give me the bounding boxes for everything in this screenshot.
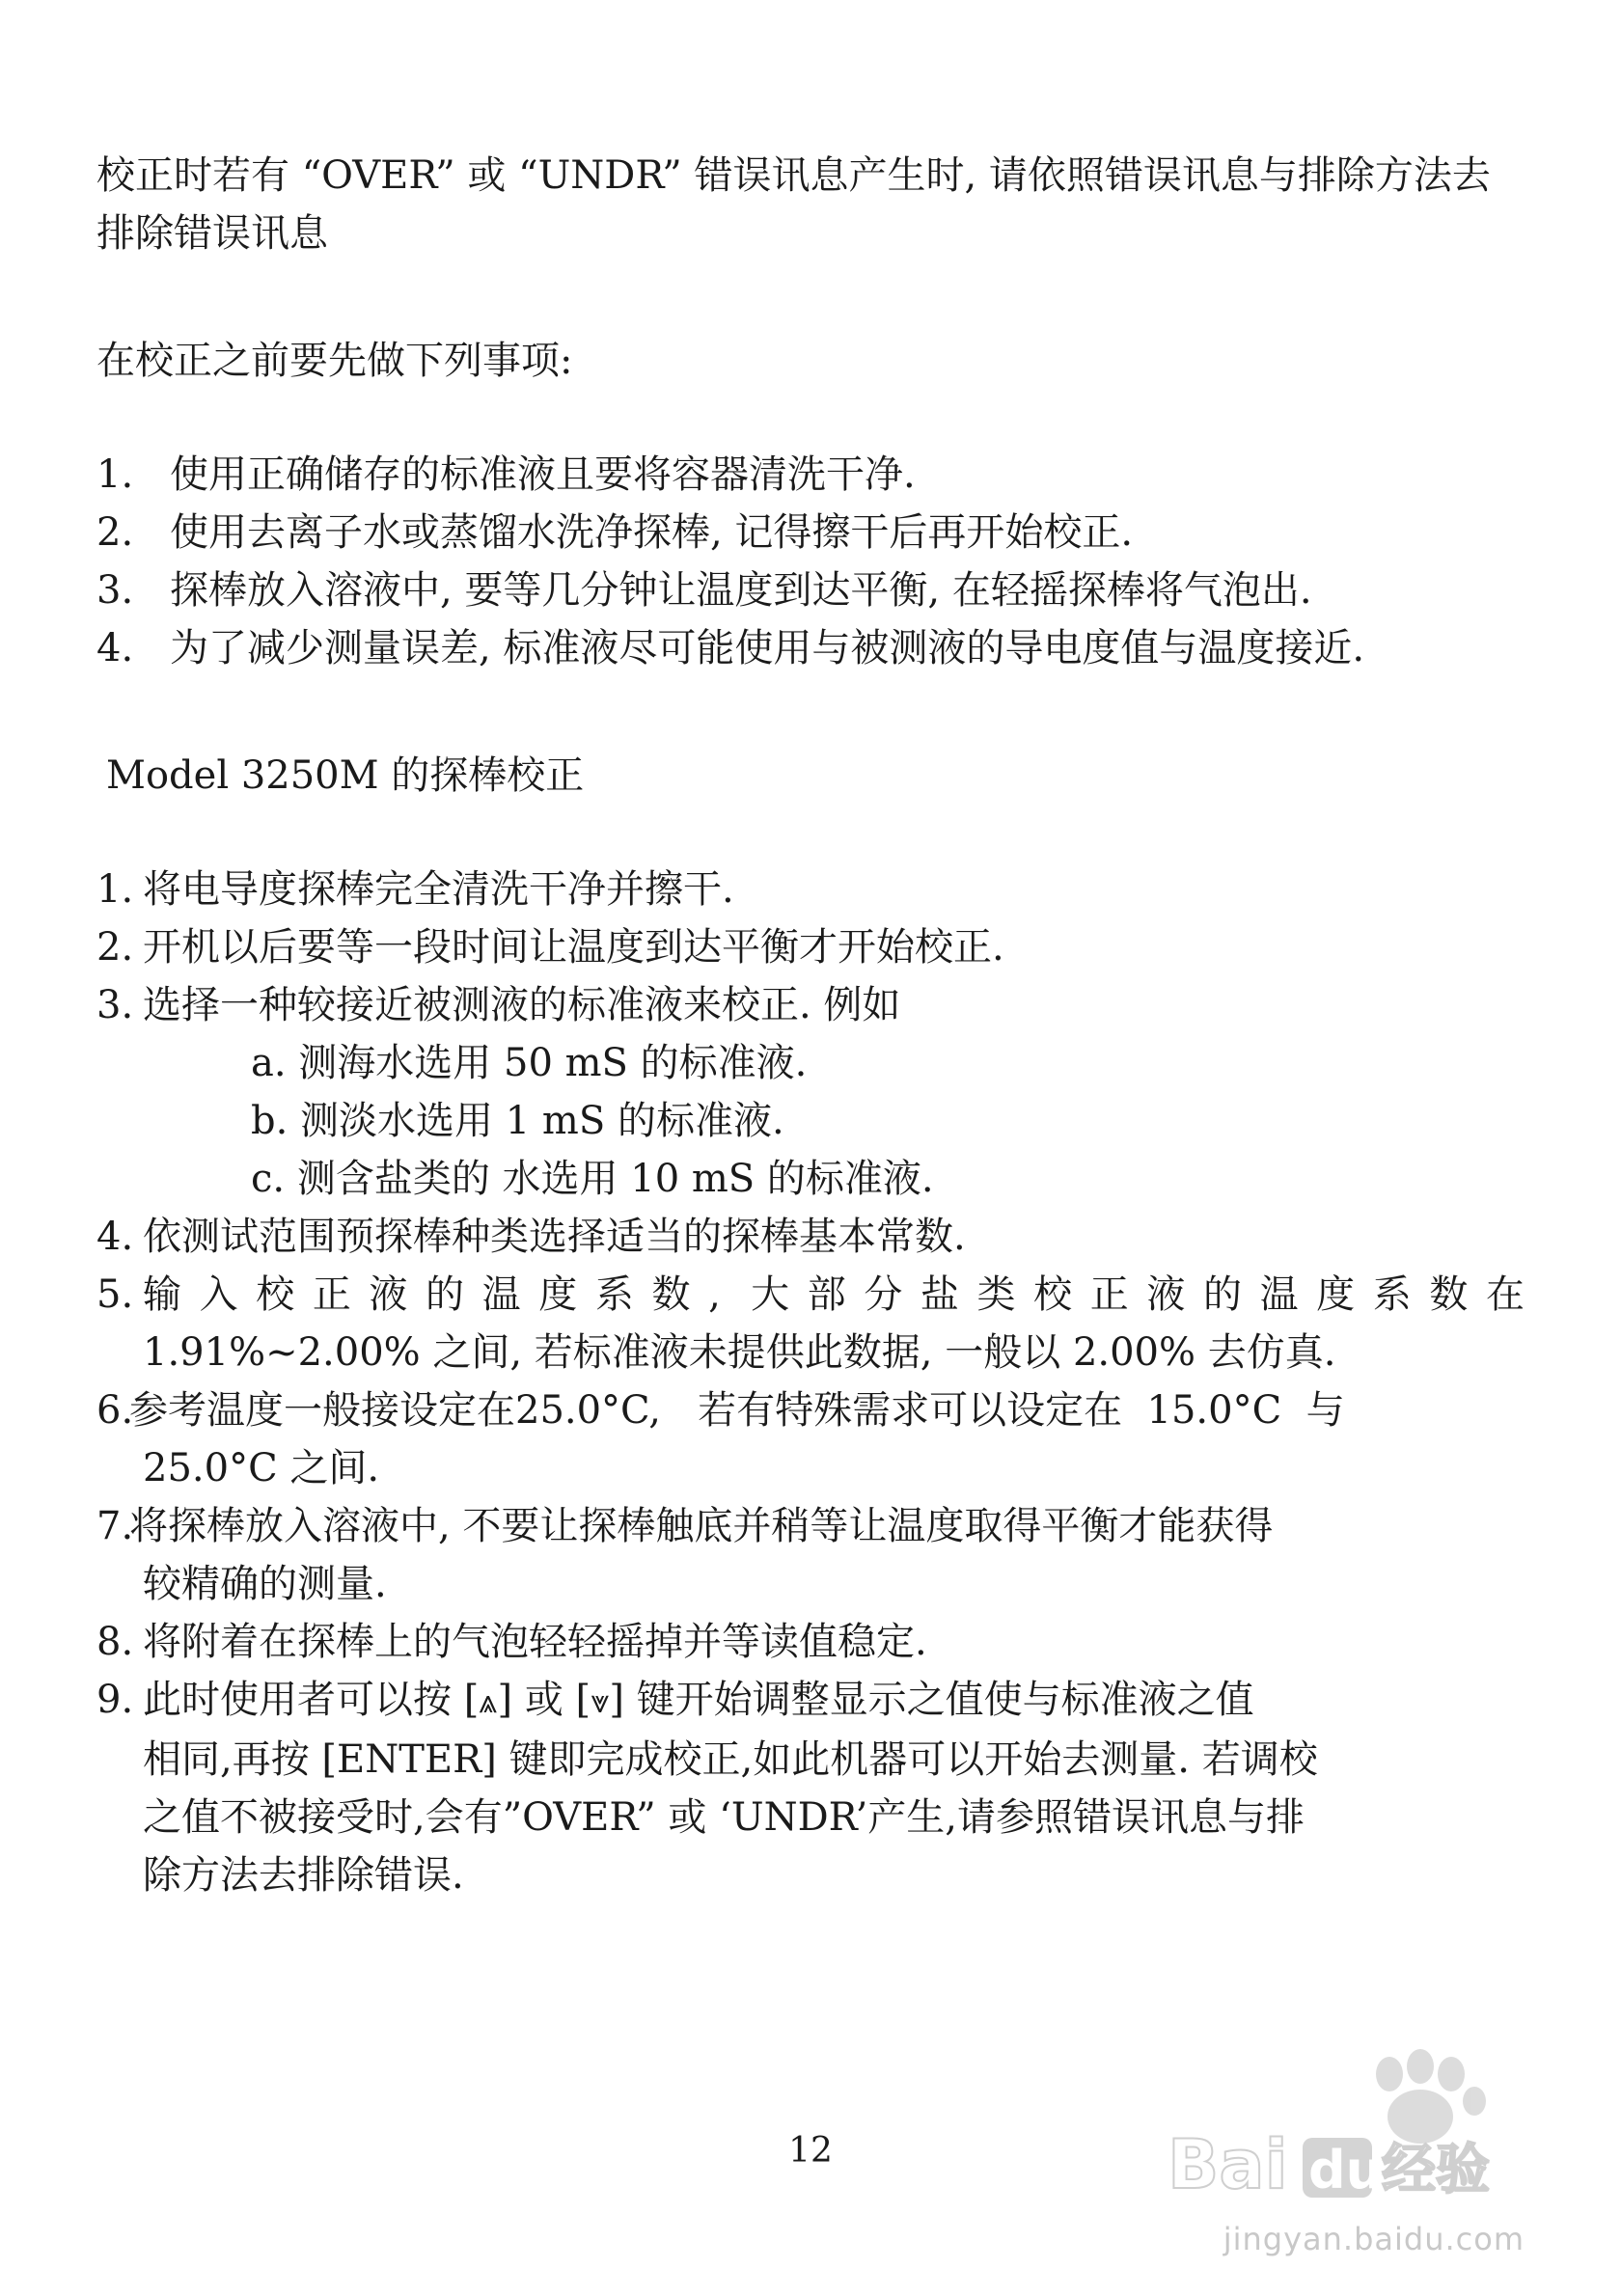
list-item: 4. 为了减少测量误差, 标准液尽可能使用与被测液的导电度值与温度接近. bbox=[96, 626, 1365, 670]
calibration-steps bbox=[96, 861, 1525, 1904]
sub-item: c. 测含盐类的 水选用 10 mS 的标准液. bbox=[251, 1157, 934, 1201]
watermark-logo-text: 经验 bbox=[1382, 2139, 1490, 2201]
step-line: 较精确的测量. bbox=[143, 1562, 387, 1606]
list-item: 1. 使用正确储存的标准液且要将容器清洗干净. bbox=[96, 452, 916, 497]
prep-heading: 在校正之前要先做下列事项: bbox=[96, 339, 573, 383]
prep-list bbox=[96, 446, 1525, 677]
step-line: 输入校正液的温度系数, 大部分盐类校正液的温度系数在 bbox=[143, 1272, 1525, 1317]
step-item: 6. 参考温度一般接设定在25.0°C, 若有特殊需求可以设定在 15.0°C 与 25.0°C 之间. bbox=[96, 1381, 1525, 1497]
step-line: 除方法去排除错误. bbox=[143, 1853, 464, 1898]
step-item: 4. 依测试范围预探棒种类选择适当的探棒基本常数. bbox=[96, 1215, 966, 1259]
step-item: 7. 将探棒放入溶液中, 不要让探棒触底并稍等让温度取得平衡才能获得 较精确的测量. bbox=[96, 1497, 1525, 1613]
down-arrow-icon: ⩔ bbox=[591, 1682, 610, 1721]
svg-text:du: du bbox=[1308, 2140, 1384, 2200]
step-item: 3. 选择一种较接近被测液的标准液来校正. 例如 bbox=[96, 983, 901, 1027]
sub-item: a. 测海水选用 50 mS 的标准液. bbox=[251, 1041, 808, 1085]
step-line: 1.91%~2.00% 之间, 若标准液未提供此数据, 一般以 2.00% 去仿真. bbox=[143, 1330, 1336, 1375]
document-page bbox=[96, 147, 1525, 1904]
step-item: 5. 输入校正液的温度系数, 大部分盐类校正液的温度系数在 1.91%~2.00% 之间, 若标准液未提供此数据, 一般以 2.00% 去仿真. bbox=[96, 1266, 1525, 1381]
step-line: 25.0°C 之间. bbox=[143, 1446, 380, 1490]
list-item: 3. 探棒放入溶液中, 要等几分钟让温度到达平衡, 在轻摇探棒将气泡出. bbox=[96, 568, 1312, 613]
step-item: 8. 将附着在探棒上的气泡轻轻摇掉并等读值稳定. bbox=[96, 1620, 927, 1664]
step-item: 1. 将电导度探棒完全清洗干净并擦干. bbox=[96, 867, 734, 912]
step-line: 将探棒放入溶液中, 不要让探棒触底并稍等让温度取得平衡才能获得 bbox=[129, 1504, 1274, 1548]
svg-text:Bai: Bai bbox=[1168, 2125, 1288, 2204]
watermark-url: jingyan.baidu.com bbox=[1223, 2221, 1525, 2257]
step-item: 9. 此时使用者可以按 [⩓] 或 [⩔] 键开始调整显示之值使与标准液之值 相同,再按 [ENTER] 键即完成校正,如此机器可以开始去测量. 若调校 之值不被接受时,会有”OVER” 或 ‘UNDR’产生,请参照错误讯息与排 除方法去排除错误. bbox=[96, 1671, 1525, 1904]
model-heading: Model 3250M 的探棒校正 bbox=[106, 753, 585, 798]
intro-paragraph: 校正时若有 “OVER” 或 “UNDR” 错误讯息产生时, 请依照错误讯息与排除方法去排除错误讯息 bbox=[96, 153, 1491, 256]
sub-item: b. 测淡水选用 1 mS 的标准液. bbox=[251, 1099, 784, 1143]
step-line: 参考温度一般接设定在25.0°C, 若有特殊需求可以设定在 15.0°C 与 bbox=[129, 1388, 1345, 1433]
step-line: 之值不被接受时,会有”OVER” 或 ‘UNDR’产生,请参照错误讯息与排 bbox=[143, 1795, 1305, 1840]
list-item: 2. 使用去离子水或蒸馏水洗净探棒, 记得擦干后再开始校正. bbox=[96, 510, 1134, 555]
baidu-watermark-logo bbox=[1168, 2045, 1534, 2238]
step-line: 相同,再按 [ENTER] 键即完成校正,如此机器可以开始去测量. 若调校 bbox=[143, 1737, 1318, 1782]
step-item: 2. 开机以后要等一段时间让温度到达平衡才开始校正. bbox=[96, 925, 1004, 970]
step-line: 此时使用者可以按 [⩓] 或 [⩔] 键开始调整显示之值使与标准液之值 bbox=[143, 1671, 1525, 1731]
page-number: 12 bbox=[788, 2131, 833, 2171]
up-arrow-icon: ⩓ bbox=[479, 1682, 498, 1721]
